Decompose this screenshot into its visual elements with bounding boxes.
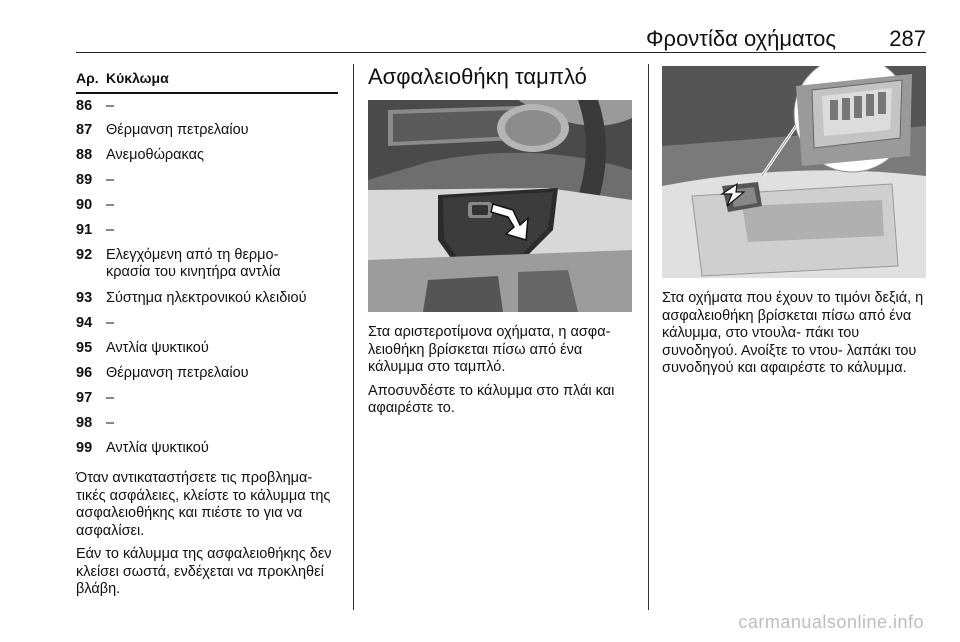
fuse-circuit: Θέρμανση πετρελαίου [106, 122, 249, 138]
fuse-circuit: Ελεγχόμενη από τη θερμο‐ κρασία του κινητήρα αντλία [106, 247, 281, 280]
fuse-circuit: – [106, 390, 115, 406]
fuse-circuit: – [106, 315, 115, 331]
fuse-circuit: – [106, 222, 115, 238]
paragraph-replace-fuses: Όταν αντικαταστήσετε τις προβλημα‐ τικές ασφάλειες, κλείστε το κάλυμμα της ασφαλειοθήκης και πιέστε το για να ασφαλίσει. [76, 470, 331, 539]
fuse-circuit: Αντλία ψυκτικού [106, 340, 209, 356]
fuse-number: 93 [76, 290, 93, 306]
fuse-number: 97 [76, 390, 93, 406]
fuse-circuit: – [106, 98, 115, 114]
fuse-circuit: – [106, 197, 115, 213]
column-divider [353, 64, 354, 610]
fuse-circuit: Σύστημα ηλεκτρονικού κλειδιού [106, 290, 307, 306]
fuse-number: 99 [76, 440, 93, 456]
fuse-circuit: Θέρμανση πετρελαίου [106, 365, 249, 381]
watermark: carmanualsonline.info [738, 612, 924, 632]
fuse-number: 90 [76, 197, 93, 213]
page-header [76, 20, 926, 53]
fuse-circuit: – [106, 415, 115, 431]
paragraph-location: Στα αριστεροτίμονα οχήματα, η ασφα‐ λειοθήκη βρίσκεται πίσω από ένα κάλυμμα στο ταμπλό. [368, 324, 611, 375]
column-header-circuit: Κύκλωμα [106, 70, 169, 86]
instrument-panel-fuse-box-section [368, 64, 634, 416]
fuse-number: 91 [76, 222, 93, 238]
fuse-number: 87 [76, 122, 93, 138]
fuse-circuit: Ανεμοθώρακας [106, 147, 205, 163]
glovebox-fuse-cover-illustration [662, 66, 926, 278]
fuse-number: 88 [76, 147, 93, 163]
fuse-number: 86 [76, 98, 93, 114]
fuse-number: 96 [76, 365, 93, 381]
fuse-table-column [76, 64, 338, 597]
table-header [76, 64, 338, 94]
paragraph-cover-warning: Εάν το κάλυμμα της ασφαλειοθήκης δεν κλείσει σωστά, ενδέχεται να προκληθεί βλάβη. [76, 546, 332, 597]
page-number: 287 [889, 26, 926, 51]
dashboard-fuse-cover-illustration [368, 100, 632, 312]
fuse-number: 95 [76, 340, 93, 356]
instructions [368, 324, 636, 424]
fuse-circuit: – [106, 172, 115, 188]
paragraph-rhd-location: Στα οχήματα που έχουν το τιμόνι δεξιά, η ασφαλειοθήκη βρίσκεται πίσω από ένα κάλυμμα, στο ντουλα‐ πάκι του συνοδηγού. Ανοίξτε το ντου‐ λαπάκι του συνοδηγού και αφαιρέστε το κάλυμμα. [662, 290, 924, 376]
column-divider [648, 64, 649, 610]
fuse-circuit: Αντλία ψυκτικού [106, 440, 209, 456]
section-title: Φροντίδα οχήματος [646, 26, 836, 51]
fuse-number: 98 [76, 415, 93, 431]
fuse-number: 94 [76, 315, 93, 331]
notes [76, 470, 344, 605]
fuse-number: 89 [76, 172, 93, 188]
paragraph-remove-cover: Αποσυνδέστε το κάλυμμα στο πλάι και αφαιρέστε το. [368, 382, 615, 416]
instructions [662, 290, 928, 384]
section-heading: Ασφαλειοθήκη ταμπλό [368, 64, 587, 89]
fuse-number: 92 [76, 247, 93, 263]
column-header-no: Αρ. [76, 70, 99, 86]
